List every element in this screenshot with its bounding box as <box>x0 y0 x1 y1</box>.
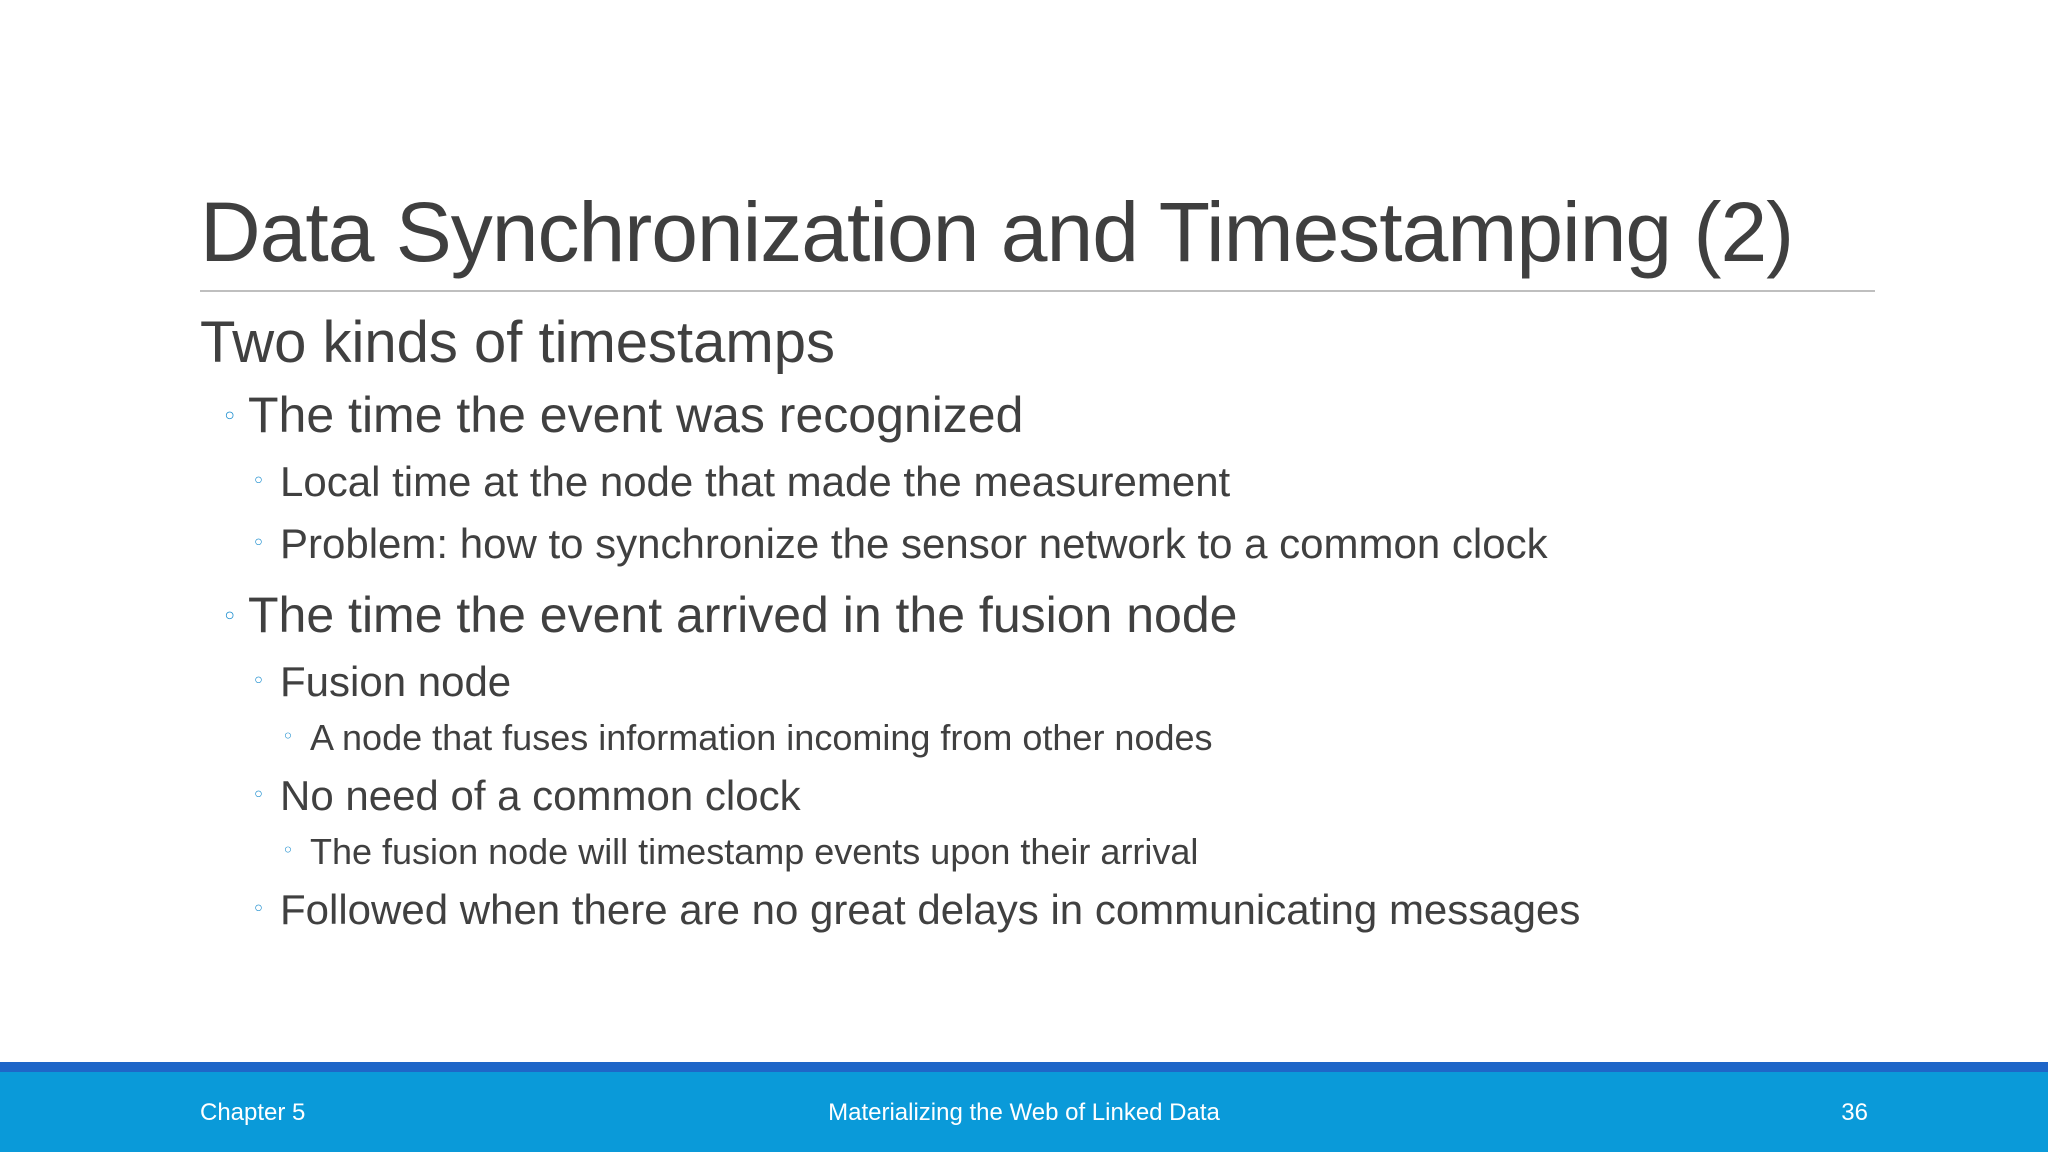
bullet-text: The time the event arrived in the fusion node <box>248 587 1238 643</box>
bullet-item <box>200 581 1880 649</box>
footer-page-number: 36 <box>1841 1099 1868 1126</box>
slide-content <box>200 305 1880 939</box>
bullet-icon: ◦ <box>282 724 294 748</box>
slide-footer <box>0 1072 2048 1152</box>
bullet-item <box>200 827 1880 877</box>
footer-chapter: Chapter 5 <box>200 1099 306 1126</box>
bullet-text: Fusion node <box>280 658 512 705</box>
bullet-icon: ◦ <box>282 838 294 862</box>
bullet-icon: ◦ <box>252 897 265 922</box>
content-heading: Two kinds of timestamps <box>200 310 835 375</box>
bullet-item <box>200 515 1880 573</box>
slide-title: Data Synchronization and Timestamping (2) <box>200 185 1794 279</box>
bullet-text: Local time at the node that made the measurement <box>280 458 1231 505</box>
bullet-item <box>200 453 1880 511</box>
bullet-text: The fusion node will timestamp events upon their arrival <box>310 831 1199 872</box>
bullet-text: Followed when there are no great delays in communicating messages <box>280 886 1581 933</box>
bullet-text: The time the event was recognized <box>248 387 1024 443</box>
bullet-text: A node that fuses information incoming from other nodes <box>310 717 1213 758</box>
bullet-icon: ◦ <box>252 783 265 808</box>
footer-book-title: Materializing the Web of Linked Data <box>828 1099 1220 1126</box>
bullet-icon: ◦ <box>252 669 265 694</box>
bullet-text: No need of a common clock <box>280 772 801 819</box>
bullet-icon: ◦ <box>222 602 238 632</box>
bullet-text: Problem: how to synchronize the sensor network to a common clock <box>280 520 1548 567</box>
bullet-icon: ◦ <box>252 469 265 494</box>
bullet-item <box>200 881 1880 939</box>
title-divider <box>200 290 1875 292</box>
bullet-item <box>200 653 1880 711</box>
bullet-icon: ◦ <box>252 531 265 556</box>
footer-accent-bar <box>0 1062 2048 1072</box>
bullet-item <box>200 381 1880 449</box>
bullet-icon: ◦ <box>222 402 238 432</box>
bullet-item <box>200 713 1880 763</box>
bullet-item <box>200 767 1880 825</box>
